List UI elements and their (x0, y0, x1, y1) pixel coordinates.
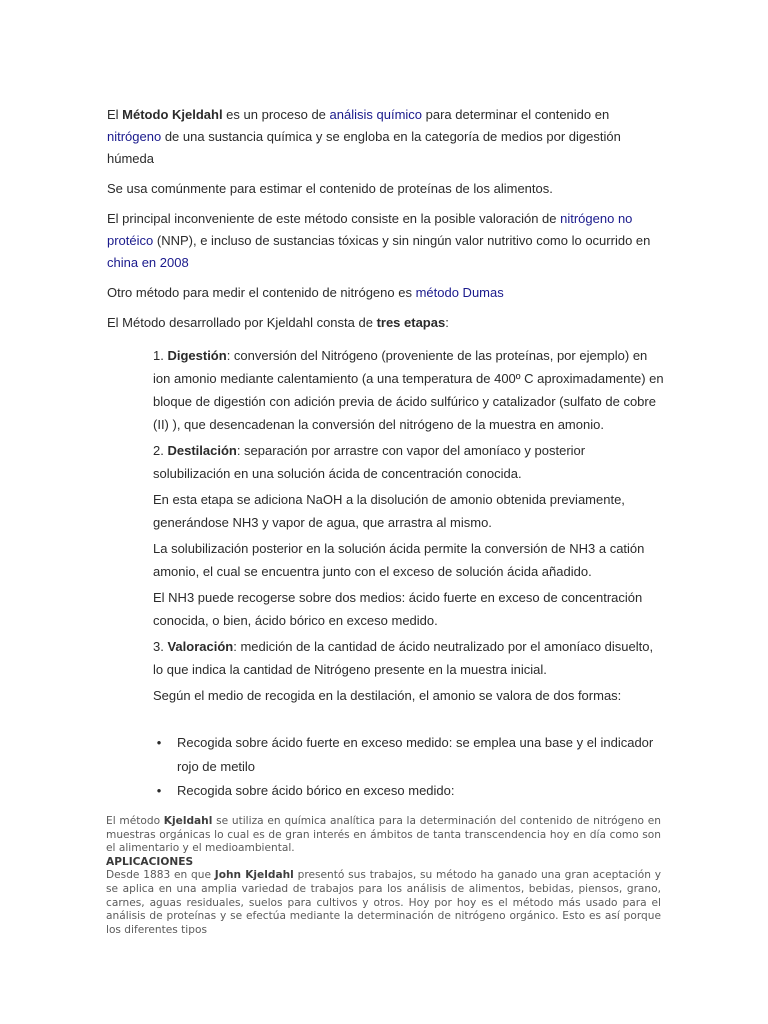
step-title: Valoración (167, 639, 234, 654)
bold-term-john-kjeldahl: John Kjeldahl (214, 869, 294, 882)
text-run: de una sustancia química y se engloba en la categoría de medios por digestión húmeda (107, 129, 621, 166)
intro-paragraph-4 (107, 282, 667, 304)
step-valoracion-detail: Según el medio de recogida en la destilación, el amonio se valora de dos formas: (153, 688, 622, 703)
step-number: 1. (153, 348, 168, 363)
link-metodo-dumas[interactable]: método Dumas (415, 285, 504, 300)
text-run: El método (106, 815, 164, 827)
secondary-paragraph-1 (106, 815, 661, 856)
step-text: : conversión del Nitrógeno (proveniente de las proteínas, por ejemplo) en ion amonio mediante calentamiento (a una temperatura de 400º C aproximadamente) en bloque de digestión con adición previa de ácido sulfúrico y catalizador (sulfato de cobre (II) ), que desencadenan la conversión del nitrógeno de la muestra en amonio. (153, 348, 664, 432)
text-run: se utiliza en química analítica para la determinación del contenido de nitrógeno en muestras orgánicas lo cual es de gran interés en ámbitos de tanta transcendencia hoy en día como son el alimentario y el medioambiental. (106, 815, 661, 855)
step-destilacion (153, 439, 665, 485)
bullet-icon: • (156, 783, 162, 798)
section-heading-aplicaciones: APLICACIONES (106, 855, 194, 868)
step-text: : medición de la cantidad de ácido neutralizado por el amoníaco disuelto, lo que indica la cantidad de Nitrógeno presente en la muestra inicial. (153, 639, 654, 677)
step-text: : separación por arrastre con vapor del amoníaco y posterior solubilización en una solución ácida de concentración conocida. (153, 443, 586, 481)
step-destilacion-detail-2: La solubilización posterior en la solución ácida permite la conversión de NH3 a catión amonio, el cual se encuentra junto con el exceso de solución ácida añadido. (153, 541, 645, 579)
bold-term-kjeldahl: Kjeldahl (163, 815, 213, 827)
list-item (153, 731, 665, 779)
text-run: : (445, 315, 449, 330)
step-title: Destilación (167, 443, 237, 458)
text-run: Desde 1883 en que (106, 869, 215, 882)
step-number: 2. (153, 443, 168, 458)
secondary-paragraph-2 (106, 869, 661, 937)
step-destilacion-detail-3: El NH3 puede recogerse sobre dos medios: ácido fuerte en exceso de concentración conocida, o bien, ácido bórico en exceso medido. (153, 590, 643, 628)
link-nitrogeno[interactable]: nitrógeno (107, 129, 162, 144)
bold-term-tres-etapas: tres etapas (376, 315, 446, 330)
secondary-text-block (106, 815, 661, 937)
bullet-list (153, 731, 665, 803)
main-text-block (107, 104, 667, 803)
text-run: presentó sus trabajos, su método ha ganado una gran aceptación y se aplica en una amplia variedad de trabajos para los análisis de alimentos, bebidas, piensos, grano, carnes, aguas residuales, suelos para cultivos y otros. Hoy por hoy es el método más usado para el análisis de proteínas y se efectúa mediante la determinación de nitrógeno orgánico. Esto es así porque los diferentes tipos (106, 869, 662, 936)
intro-paragraph-1 (107, 104, 667, 170)
steps-list (153, 344, 665, 707)
text-run: es un proceso de (222, 107, 330, 122)
text-run: para determinar el contenido en (422, 107, 610, 122)
step-valoracion (153, 635, 665, 681)
text-run: El principal inconveniente de este método consiste en la posible valoración de (107, 211, 561, 226)
intro-paragraph-2: Se usa comúnmente para estimar el contenido de proteínas de los alimentos. (107, 181, 553, 196)
list-item-text: Recogida sobre ácido fuerte en exceso medido: se emplea una base y el indicador rojo de metilo (177, 735, 654, 774)
list-item-text: Recogida sobre ácido bórico en exceso medido: (177, 783, 455, 798)
intro-paragraph-3 (107, 208, 667, 274)
list-item (153, 779, 665, 803)
step-digestion (153, 344, 665, 436)
text-run: Otro método para medir el contenido de nitrógeno es (107, 285, 416, 300)
bullet-icon: • (156, 735, 162, 750)
link-nitrogeno-no-proteico[interactable]: nitrógeno no protéico (107, 211, 633, 248)
link-china-2008[interactable]: china en 2008 (107, 255, 189, 270)
link-analisis-quimico[interactable]: análisis químico (329, 107, 423, 122)
text-run: El Método desarrollado por Kjeldahl consta de (107, 315, 377, 330)
intro-paragraph-5 (107, 312, 667, 334)
step-title: Digestión (167, 348, 227, 363)
text-run: El (107, 107, 123, 122)
step-destilacion-detail-1: En esta etapa se adiciona NaOH a la disolución de amonio obtenida previamente, generándose NH3 y vapor de agua, que arrastra al mismo. (153, 492, 625, 530)
text-run: (NNP), e incluso de sustancias tóxicas y sin ningún valor nutritivo como lo ocurrido en (153, 233, 651, 248)
step-number: 3. (153, 639, 168, 654)
bold-term-metodo-kjeldahl: Método Kjeldahl (122, 107, 223, 122)
